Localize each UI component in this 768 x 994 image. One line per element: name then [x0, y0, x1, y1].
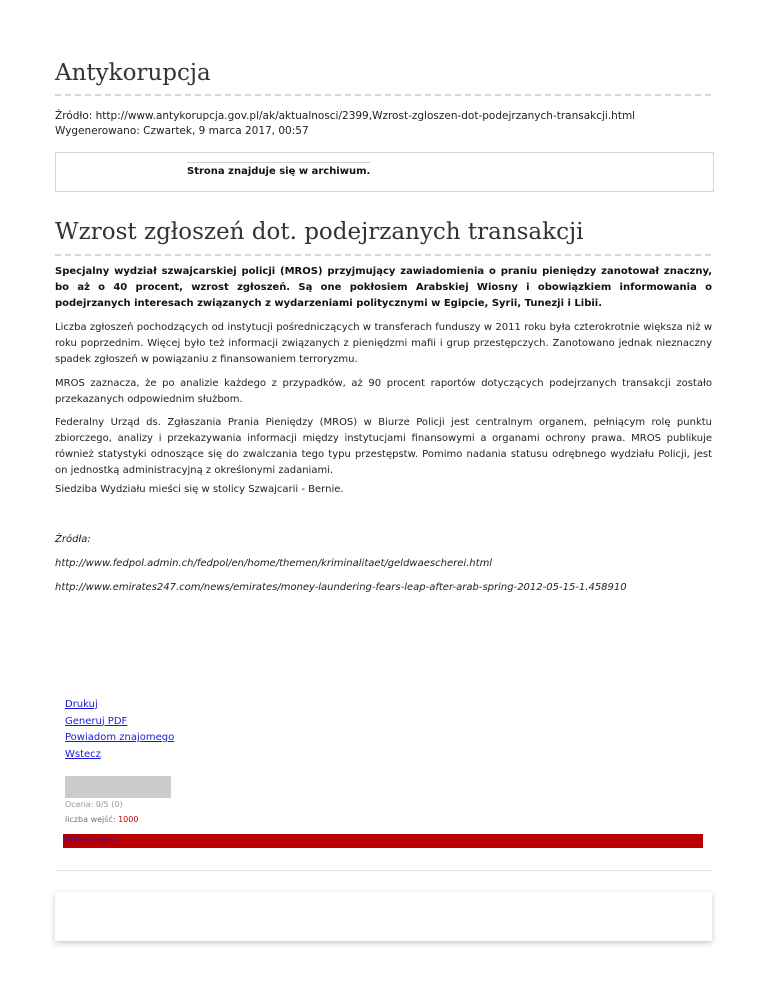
source-line: Źródło: http://www.antykorupcja.gov.pl/ak/aktualnosci/2399,Wzrost-zgloszen-dot-podejrzanych-transakcji.html — [55, 110, 636, 122]
sources-label: Źródła: — [55, 534, 91, 545]
visit-counter-label: liczba wejść: — [65, 815, 116, 824]
notify-friend-link[interactable]: Powiadom znajomego — [65, 732, 175, 743]
header-divider — [55, 94, 711, 96]
section-link[interactable]: Aktualności — [64, 835, 116, 845]
archive-notice: Strona znajduje się w archiwum. — [187, 162, 370, 177]
source-url: http://www.fedpol.admin.ch/fedpol/en/home/themen/kriminalitaet/geldwaescherei.html — [55, 558, 493, 569]
article-title: Wzrost zgłoszeń dot. podejrzanych transakcji — [55, 219, 584, 245]
site-title: Antykorupcja — [55, 60, 211, 86]
footer-box — [55, 892, 712, 941]
generate-pdf-link[interactable]: Generuj PDF — [65, 715, 128, 727]
back-link[interactable]: Wstecz — [65, 748, 101, 760]
article-paragraph: Siedziba Wydziału mieści się w stolicy Szwajcarii - Bernie. — [55, 484, 344, 495]
footer-divider — [55, 870, 712, 871]
visit-counter — [65, 815, 138, 824]
print-link[interactable]: Drukuj — [65, 699, 98, 710]
generated-line: Wygenerowano: Czwartek, 9 marca 2017, 00:57 — [55, 125, 309, 137]
article-lead: Specjalny wydział szwajcarskiej policji (MROS) przyjmujący zawiadomienia o praniu pieniędzy zanotował znaczny, bo aż o 40 procent, wzrost zgłoszeń. Są one pokłosiem Arabskiej Wiosny i obowiązkiem informowania o podejrzanych interesach związanych z wydarzeniami politycznymi w Egipcie, Syrii, Tunezji i Libii. — [55, 266, 712, 309]
section-bar — [63, 834, 703, 848]
archive-notice-box — [55, 152, 714, 192]
article-title-divider — [55, 254, 711, 256]
article-paragraph: MROS zaznacza, że po analizie każdego z przypadków, aż 90 procent raportów dotyczących podejrzanych transakcji zostało przekazanych odpowiednim służbom. — [55, 378, 712, 405]
article-paragraph: Liczba zgłoszeń pochodzących od instytucji pośredniczących w transferach funduszy w 2011 roku była czterokrotnie większa niż w roku poprzednim. Więcej było też informacji związanych z pieniędzmi mafii i grup przestępczych. Zanotowano jednak nieznaczny spadek zgłoszeń w powiązaniu z finansowaniem terroryzmu. — [55, 322, 712, 365]
article-actions — [65, 697, 174, 763]
source-url: http://www.emirates247.com/news/emirates/money-laundering-fears-leap-after-arab-spring-2012-05-15-1.458910 — [55, 582, 627, 593]
visit-counter-value: 1000 — [118, 815, 139, 824]
rating-widget[interactable] — [65, 776, 171, 798]
article-paragraph: Federalny Urząd ds. Zgłaszania Prania Pieniędzy (MROS) w Biurze Policji jest centralnym organem, pełniącym rolę punktu zbiorczego, analizy i przekazywania informacji między instytucjami finansowymi a organami ochrony prawa. MROS publikuje również statystyki odnoszące się do zwalczania tego typu przestępstw. Pomimo nadania statusu odrębnego wydziału Policji, jest on jednostką administracyjną z określonymi zadaniami. — [55, 417, 712, 476]
rating-text: Ocena: 0/5 (0) — [65, 800, 123, 809]
